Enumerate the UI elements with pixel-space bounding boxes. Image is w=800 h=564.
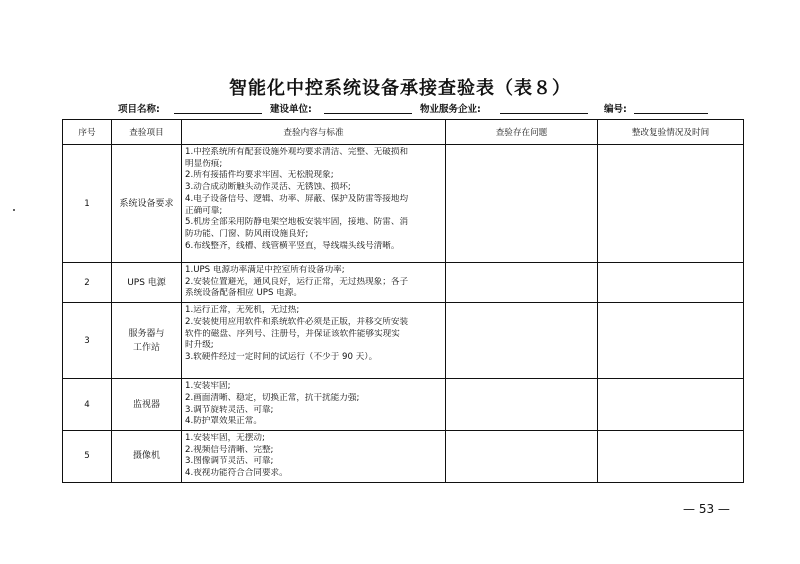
content-line: 防功能、门窗、防风雨设施良好; — [185, 228, 309, 239]
rectification-cell[interactable] — [598, 430, 744, 482]
inspection-content — [182, 379, 446, 431]
page-title: 智能化中控系统设备承接查验表（表８） — [229, 78, 571, 99]
table-header-row — [63, 120, 744, 145]
issues-cell[interactable] — [446, 263, 598, 303]
content-line: 1.中控系统所有配套设施外观均要求清洁、完整、无破损和 — [185, 147, 409, 157]
table-row — [63, 379, 744, 431]
inspection-item: UPS 电源 — [112, 263, 182, 303]
builder-field[interactable] — [324, 113, 412, 114]
row-number: 1 — [63, 145, 112, 263]
issues-cell[interactable] — [446, 145, 598, 263]
content-line: 3.软硬件经过一定时间的试运行（不少于 90 天）。 — [185, 351, 378, 362]
inspection-content — [182, 263, 446, 303]
content-line: 1.运行正常，无死机，无过热; — [185, 305, 300, 316]
issues-cell[interactable] — [446, 379, 598, 431]
table-row — [63, 263, 744, 303]
inspection-item: 监视器 — [112, 379, 182, 431]
content-line: 5.机房全部采用防静电架空地板安装牢固，接地、防雷、消 — [185, 217, 409, 228]
content-line: 2.视频信号清晰、完整; — [185, 444, 274, 455]
issues-cell[interactable] — [446, 430, 598, 482]
property-company-field[interactable] — [500, 113, 588, 114]
table-row — [63, 303, 744, 379]
content-line: 4.夜视功能符合合同要求。 — [185, 468, 288, 479]
header-issues: 查验存在问题 — [446, 120, 598, 145]
row-number: 4 — [63, 379, 112, 431]
content-line: 2.所有接插件均要求牢固、无松脱现象; — [185, 170, 334, 181]
content-line: 时升级; — [185, 340, 214, 351]
number-label: 编号: — [604, 104, 627, 115]
content-line: 1.UPS 电源功率满足中控室所有设备功率; — [185, 265, 345, 275]
header-item: 查验项目 — [112, 120, 182, 145]
row-number: 3 — [63, 303, 112, 379]
header-content: 查验内容与标准 — [182, 120, 446, 145]
rectification-cell[interactable] — [598, 303, 744, 379]
rectification-cell[interactable] — [598, 379, 744, 431]
inspection-content — [182, 303, 446, 379]
project-name-label: 项目名称: — [118, 104, 160, 115]
inspection-item: 系统设备要求 — [112, 145, 182, 263]
table-row — [63, 430, 744, 482]
form-meta-row — [118, 101, 718, 117]
content-line: 3.图像调节灵活、可靠; — [185, 456, 274, 467]
stray-dot — [13, 209, 15, 211]
content-line: 3.动合成动断触头动作灵活、无锈蚀、损坏; — [185, 182, 351, 193]
content-line: 6.布线整齐，线槽、线管横平竖直，导线端头线号清晰。 — [185, 240, 400, 251]
content-line: 软件的磁盘、序列号、注册号，并保证该软件能够实现实 — [185, 328, 400, 339]
content-line: 1.安装牢固; — [185, 381, 231, 392]
number-field[interactable] — [634, 113, 708, 114]
content-line: 3.调节旋转灵活、可靠; — [185, 404, 274, 415]
content-line: 2.安装使用应用软件和系统软件必须是正版，并移交所安装 — [185, 316, 409, 327]
content-line: 明显伤痕; — [185, 158, 223, 169]
project-name-field[interactable] — [174, 113, 262, 114]
inspection-content — [182, 145, 446, 263]
inspection-table — [62, 119, 744, 483]
content-line: 系统设备配备相应 UPS 电源。 — [185, 288, 302, 299]
row-number: 2 — [63, 263, 112, 303]
inspection-item: 摄像机 — [112, 430, 182, 482]
rectification-cell[interactable] — [598, 145, 744, 263]
content-line: 正确可靠; — [185, 205, 223, 216]
content-line: 1.安装牢固，无摆动; — [185, 432, 265, 443]
content-line: 4.电子设备信号、逻辑、功率、屏蔽、保护及防雷等接地均 — [185, 193, 409, 204]
property-company-label: 物业服务企业: — [420, 104, 481, 115]
content-line: 2.画面清晰、稳定，切换正常，抗干扰能力强; — [185, 392, 360, 403]
content-line: 2.安装位置避光，通风良好，运行正常，无过热现象；各子 — [185, 276, 409, 287]
inspection-content — [182, 430, 446, 482]
header-number: 序号 — [63, 120, 112, 145]
rectification-cell[interactable] — [598, 263, 744, 303]
header-rectification: 整改复验情况及时间 — [598, 120, 744, 145]
row-number: 5 — [63, 430, 112, 482]
issues-cell[interactable] — [446, 303, 598, 379]
table-row — [63, 145, 744, 263]
builder-label: 建设单位: — [270, 104, 312, 115]
inspection-item: 服务器与工作站 — [112, 303, 182, 379]
content-line: 4.防护罩效果正常。 — [185, 416, 262, 427]
page-number: — 53 — — [683, 502, 730, 516]
